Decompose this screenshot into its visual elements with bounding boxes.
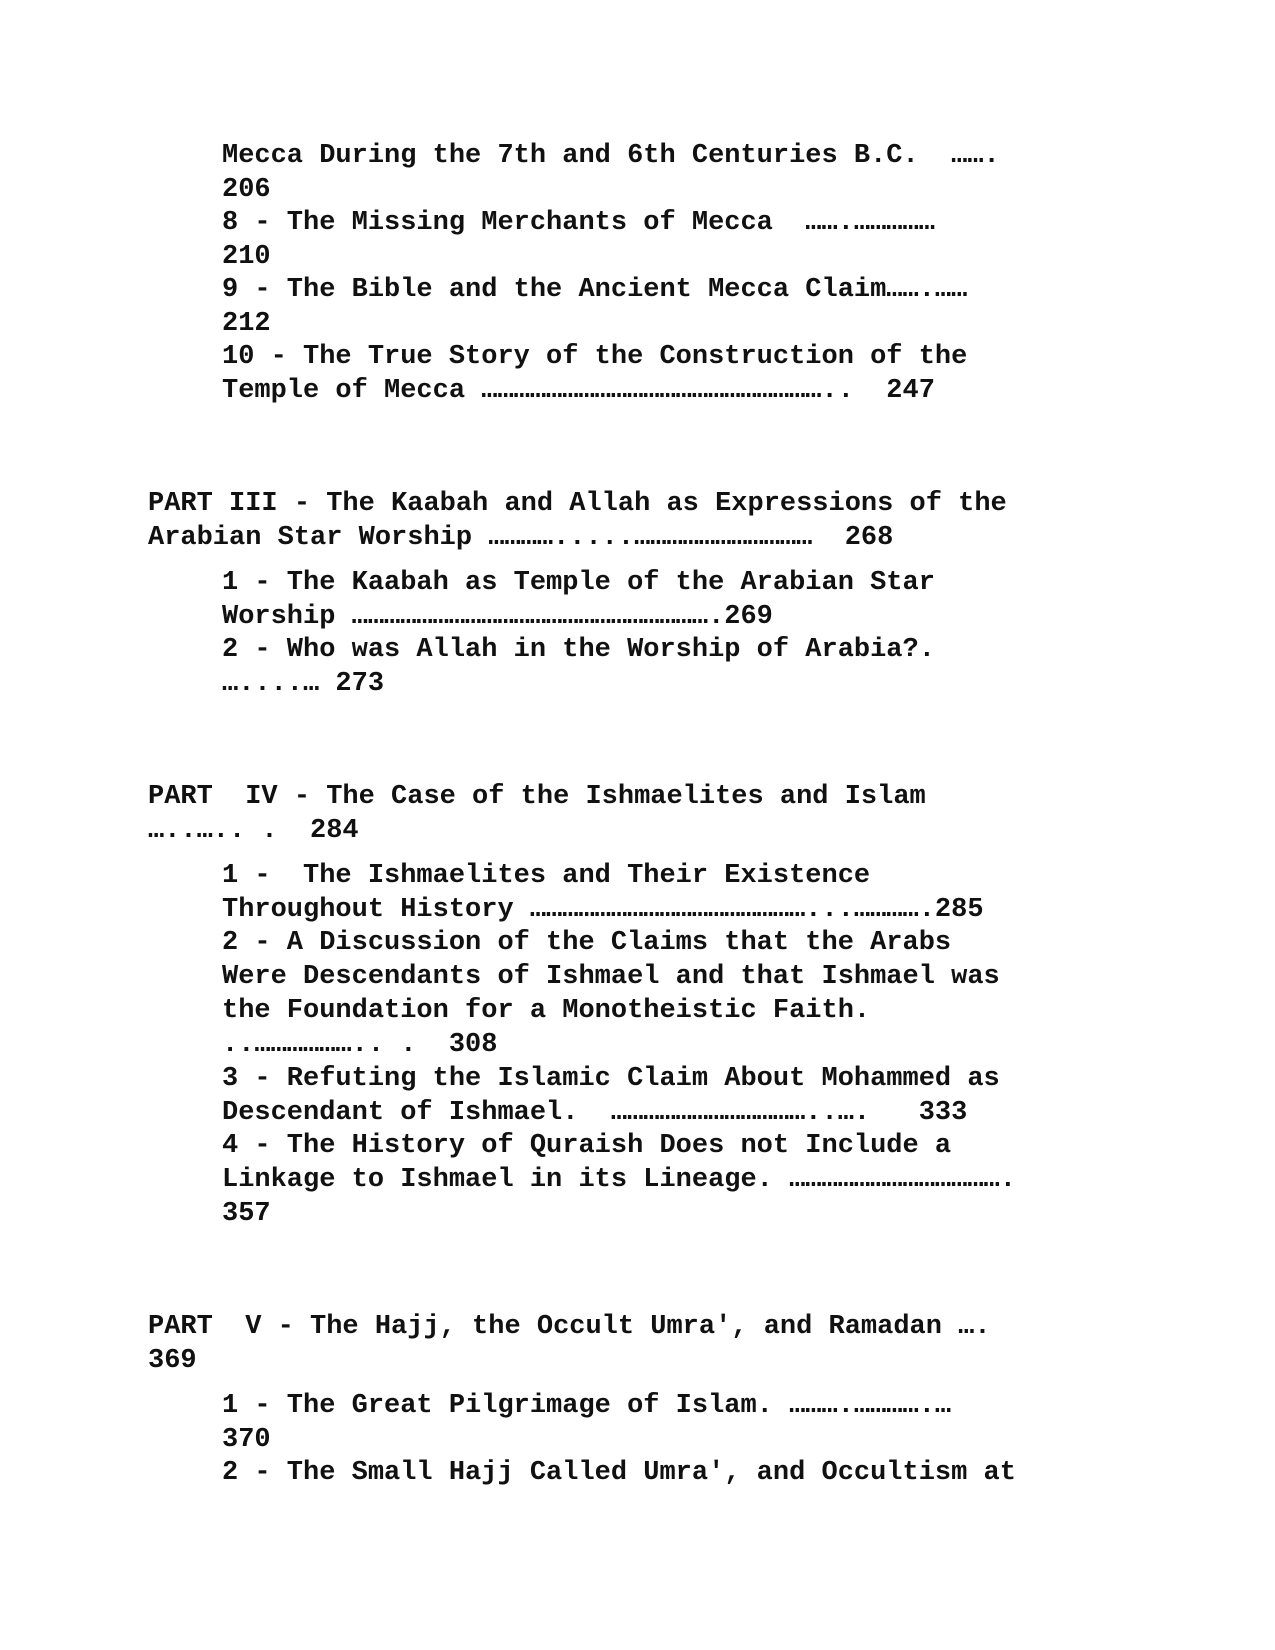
toc-entry-line: Worship ………………………………………………………….269 (222, 602, 773, 632)
toc-entry-line: 9 - The Bible and the Ancient Mecca Claim…….…… (222, 275, 984, 305)
toc-entry-temple-construction[interactable] (222, 340, 1102, 408)
toc-entry-arabs-descendants[interactable] (222, 926, 1102, 1062)
toc-entry-bible-ancient-mecca[interactable] (222, 273, 1102, 341)
toc-page-number: 369 (148, 1346, 197, 1376)
part-heading-line: PART III - The Kaabah and Allah as Expressions of the (148, 489, 1007, 519)
toc-entry-line: 10 - The True Story of the Construction of the (222, 342, 968, 372)
toc-entry-line: 2 - Who was Allah in the Worship of Arabia?. (222, 635, 952, 665)
toc-entry-line: 1 - The Kaabah as Temple of the Arabian Star (222, 568, 935, 598)
toc-page-number: 210 (222, 242, 271, 272)
toc-page-number: 357 (222, 1199, 271, 1229)
toc-entry-ishmaelites-existence[interactable] (222, 859, 1102, 927)
toc-entry-missing-merchants[interactable] (222, 206, 1102, 274)
toc-entry-line: 4 - The History of Quraish Does not Include a (222, 1131, 952, 1161)
toc-entry-line: the Foundation for a Monotheistic Faith. (222, 996, 887, 1026)
toc-entry-history-of-quraish[interactable] (222, 1129, 1102, 1231)
toc-part-heading-5[interactable] (148, 1310, 1088, 1378)
toc-entry-refuting-mohammed-claim[interactable] (222, 1062, 1102, 1130)
toc-entry-small-hajj-umra[interactable] (222, 1456, 1102, 1490)
toc-page-number: 370 (222, 1425, 271, 1455)
toc-entry-mecca-7th-6th-centuries[interactable] (222, 139, 1102, 207)
toc-entry-line: 1 - The Great Pilgrimage of Islam. ……….………….… (222, 1391, 968, 1421)
toc-entry-line: 1 - The Ishmaelites and Their Existence (222, 861, 871, 891)
part-heading-line: Arabian Star Worship ………….....…………………………… 268 (148, 523, 894, 553)
toc-page-number: 206 (222, 175, 271, 205)
toc-entry-line: Mecca During the 7th and 6th Centuries B.C. ……. (222, 141, 1016, 171)
toc-entry-great-pilgrimage[interactable] (222, 1389, 1102, 1457)
part-heading-line: PART IV - The Case of the Ishmaelites and Islam (148, 782, 942, 812)
toc-entry-line: Throughout History ……………………………………………...………….285 (222, 895, 984, 925)
toc-part-heading-4[interactable] (148, 780, 1088, 848)
toc-entry-line: 2 - The Small Hajj Called Umra', and Occultism at (222, 1458, 1016, 1488)
toc-entry-line: 3 - Refuting the Islamic Claim About Mohammed as (222, 1064, 1000, 1094)
toc-entry-line: …....… 273 (222, 669, 385, 699)
toc-entry-line: 2 - A Discussion of the Claims that the Arabs (222, 928, 952, 958)
toc-entry-line: Descendant of Ishmael. ………………………………..…. 333 (222, 1098, 968, 1128)
toc-entry-line: ..……………….. . 308 (222, 1030, 498, 1060)
toc-entry-line: Temple of Mecca ……………………………………………………….. 247 (222, 376, 935, 406)
toc-part-heading-3[interactable] (148, 487, 1088, 555)
toc-page-number: 212 (222, 309, 271, 339)
toc-entry-line: Were Descendants of Ishmael and that Ishmael was (222, 962, 1000, 992)
part-heading-line: …..….. . 284 (148, 816, 359, 846)
toc-entry-line: 8 - The Missing Merchants of Mecca …….…………… (222, 208, 952, 238)
toc-entry-line: Linkage to Ishmael in its Lineage. …………………………………. (222, 1165, 1033, 1195)
toc-entry-kaabah-temple[interactable] (222, 566, 1102, 634)
toc-entry-who-was-allah[interactable] (222, 633, 1102, 701)
part-heading-line: PART V - The Hajj, the Occult Umra', and Ramadan …. (148, 1312, 1007, 1342)
